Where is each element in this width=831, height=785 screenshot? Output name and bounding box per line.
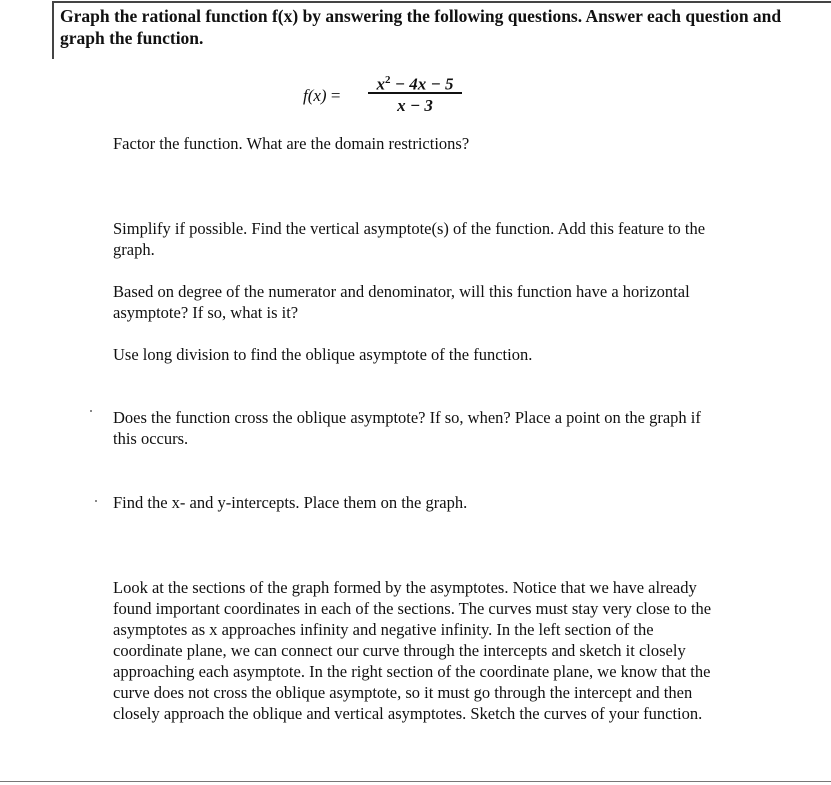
numerator: $x^2 - 4x - 5$ — [376, 74, 454, 94]
instructions-sketch: Look at the sections of the graph formed by the asymptotes. Notice that we have already found important coordinates in each of the sections. The curves must stay very close to the asymptotes as x approaches infinity and negative infinity. In the left section of the coordinate plane, we can connect our curve through the intercepts and sketch it closely approaching each asymptote. In the right section of the coordinate plane, we know that the curve does not cross the oblique asymptote, so it must go through the intercept and then closely approach the oblique and vertical asymptotes. Sketch the curves of your function. — [113, 578, 712, 723]
denominator: x − 3 — [397, 95, 433, 115]
question-factor: Factor the function. What are the domain restrictions? — [113, 134, 470, 153]
fraction — [366, 68, 464, 118]
function-name: f(x) = — [303, 86, 341, 105]
equals-sign: = — [330, 86, 341, 105]
question-intercepts: Find the x- and y-intercepts. Place them on the graph. — [113, 493, 468, 512]
top-border-rule — [52, 1, 831, 3]
question-oblique-asymptote: Use long division to find the oblique asymptote of the function. — [113, 345, 533, 364]
stray-mark — [95, 500, 97, 502]
question-cross-oblique: Does the function cross the oblique asymptote? If so, when? Place a point on the graph if this occurs. — [113, 408, 701, 448]
instructions-title: Graph the rational function f(x) by answering the following questions. Answer each question and graph the function. — [60, 6, 782, 48]
numerator-exponent: 2 — [384, 74, 391, 86]
left-border-rule — [52, 1, 54, 59]
question-vertical-asymptote: Simplify if possible. Find the vertical asymptote(s) of the function. Add this feature to the graph. — [113, 219, 706, 259]
question-horizontal-asymptote: Based on degree of the numerator and denominator, will this function have a horizontal asymptote? If so, what is it? — [113, 282, 690, 322]
stray-mark — [90, 410, 92, 412]
bottom-border-rule — [0, 781, 831, 782]
